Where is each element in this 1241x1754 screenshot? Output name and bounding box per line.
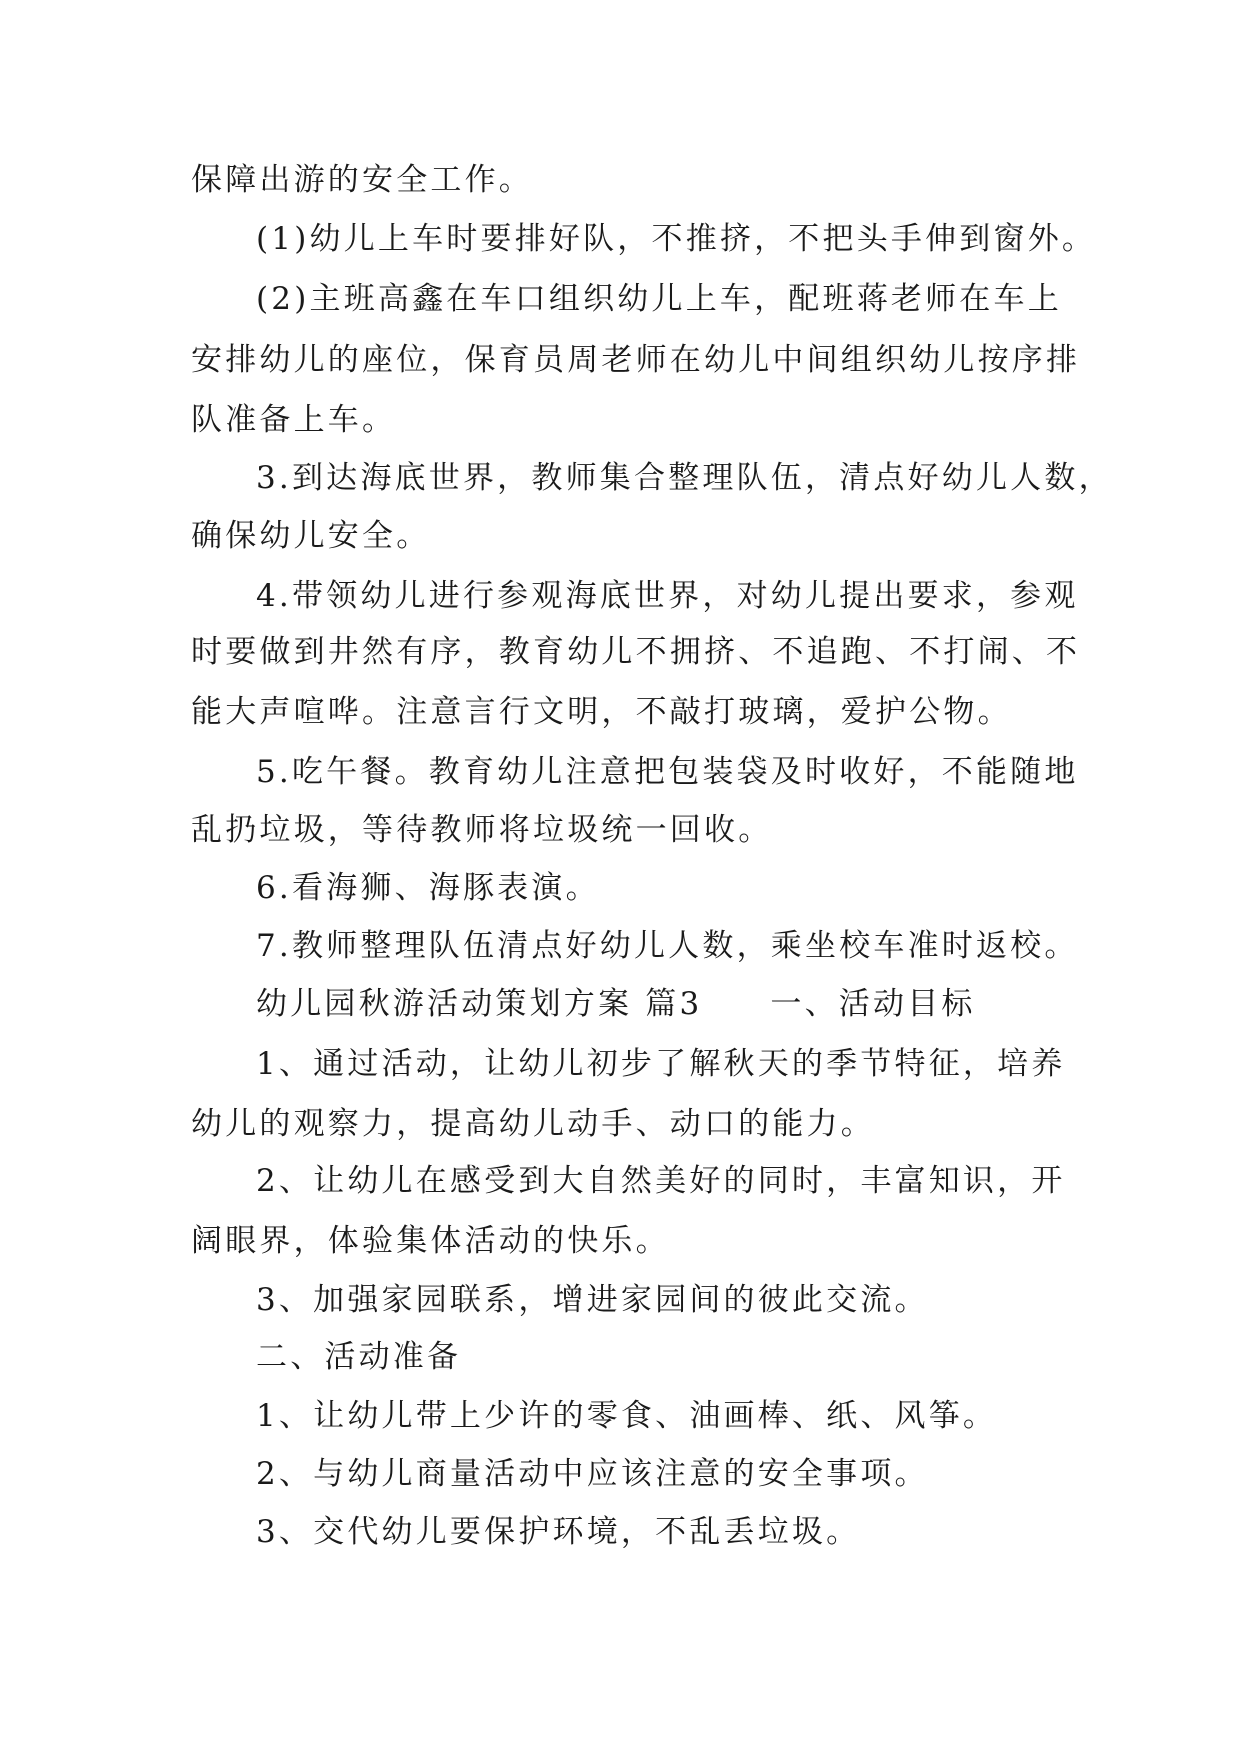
section-heading-line [256, 984, 976, 1024]
text-line: 幼儿的观察力，提高幼儿动手、动口的能力。 [191, 1106, 875, 1142]
text-line: 确保幼儿安全。 [191, 518, 431, 554]
text-line: 时要做到井然有序，教育幼儿不拥挤、不追跑、不打闹、不 [191, 634, 1081, 670]
text-line: 队准备上车。 [191, 402, 397, 438]
text-line: 保障出游的安全工作。 [191, 162, 533, 198]
text-line: 1、通过活动，让幼儿初步了解秋天的季节特征，培养 [256, 1046, 1066, 1082]
text-line: 1、让幼儿带上少许的零食、油画棒、纸、风筝。 [256, 1398, 998, 1434]
text-line: 3、交代幼儿要保护环境，不乱丢垃圾。 [256, 1514, 861, 1550]
text-line: 乱扔垃圾，等待教师将垃圾统一回收。 [191, 812, 773, 848]
text-line: 3.到达海底世界，教师集合整理队伍，清点好幼儿人数， [256, 460, 1113, 496]
subsection-title: 二、活动准备 [256, 1339, 462, 1375]
text-line: 5.吃午餐。教育幼儿注意把包装袋及时收好，不能随地 [256, 754, 1079, 790]
text-line: 阔眼界，体验集体活动的快乐。 [191, 1223, 670, 1259]
text-line: (1)幼儿上车时要排好队，不推挤，不把头手伸到窗外。 [256, 221, 1097, 257]
text-line: 7.教师整理队伍清点好幼儿人数，乘坐校车准时返校。 [256, 928, 1079, 964]
text-line: 3、加强家园联系，增进家园间的彼此交流。 [256, 1282, 929, 1318]
section-title: 幼儿园秋游活动策划方案 篇3 [256, 986, 703, 1022]
text-line: (2)主班高鑫在车口组织幼儿上车，配班蒋老师在车上 [256, 281, 1062, 317]
text-line: 6.看海狮、海豚表演。 [256, 870, 600, 906]
text-line: 2、与幼儿商量活动中应该注意的安全事项。 [256, 1456, 929, 1492]
text-line: 4.带领幼儿进行参观海底世界，对幼儿提出要求，参观 [256, 578, 1079, 614]
text-line: 能大声喧哗。注意言行文明，不敲打玻璃，爱护公物。 [191, 694, 1012, 730]
text-line: 安排幼儿的座位，保育员周老师在幼儿中间组织幼儿按序排 [191, 342, 1081, 378]
subsection-title: 一、活动目标 [770, 986, 976, 1022]
text-line: 2、让幼儿在感受到大自然美好的同时，丰富知识，开 [256, 1163, 1066, 1199]
